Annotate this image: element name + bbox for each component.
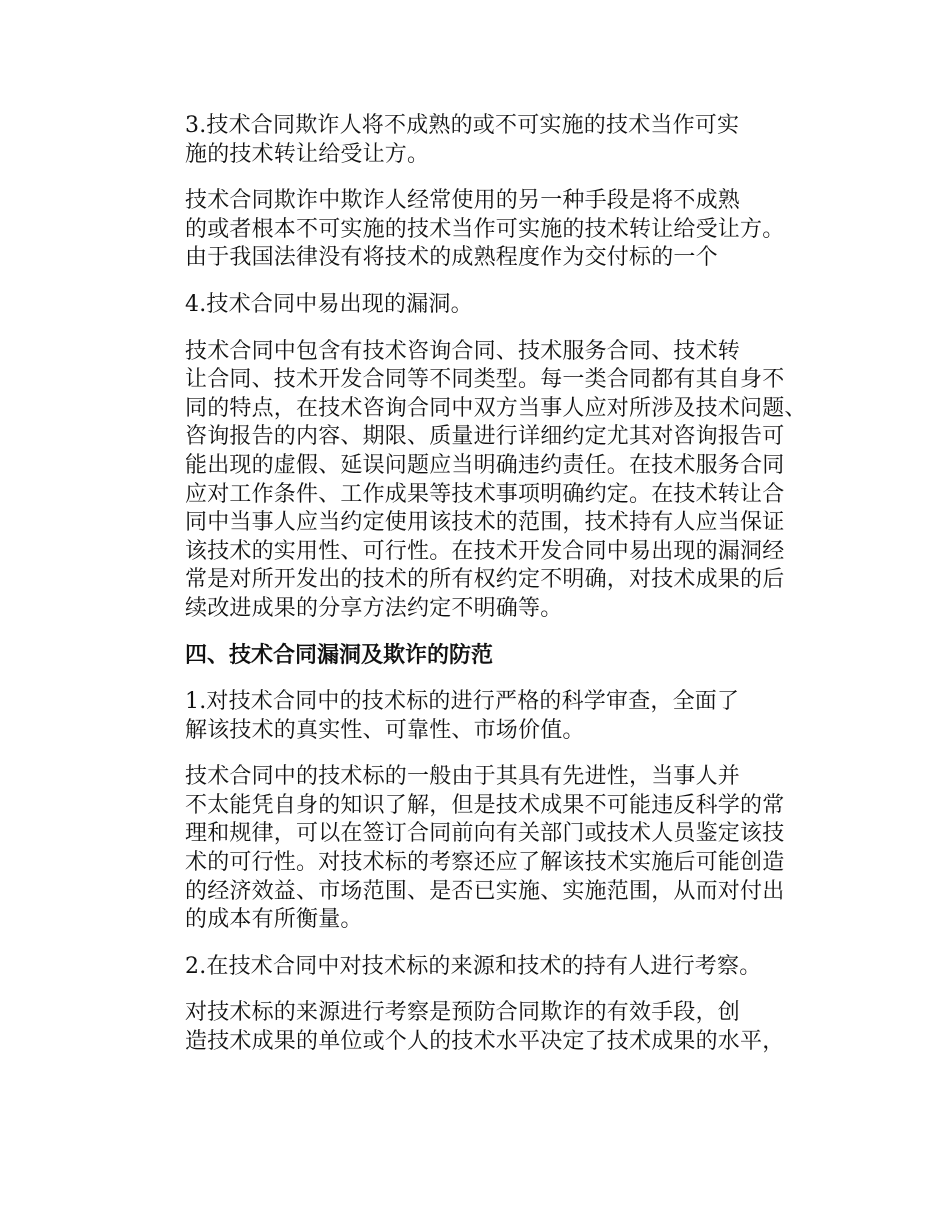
text-line: 对技术标的来源进行考察是预防合同欺诈的有效手段，创 (185, 1000, 741, 1026)
text-line: 2.在技术合同中对技术标的来源和技术的持有人进行考察。 (185, 953, 762, 979)
text-line: 术的可行性。对技术标的考察还应了解该技术实施后可能创造 (185, 850, 785, 876)
paragraph-item-2 (141, 953, 821, 982)
heading-text: 四、技术合同漏洞及欺诈的防范 (185, 642, 494, 668)
paragraph-immature-technology (141, 187, 821, 273)
paragraph-item-4 (141, 291, 821, 320)
text-line: 咨询报告的内容、期限、质量进行详细约定尤其对咨询报告可 (185, 424, 785, 450)
text-line: 理和规律，可以在签订合同前向有关部门或技术人员鉴定该技 (185, 821, 785, 847)
text-line: 造技术成果的单位或个人的技术水平决定了技术成果的水平， (185, 1029, 785, 1055)
paragraph-item-3 (141, 112, 821, 169)
text-line: 由于我国法律没有将技术的成熟程度作为交付标的一个 (185, 245, 718, 271)
text-line: 技术合同中的技术标的一般由于其具有先进性，当事人并 (185, 764, 741, 790)
text-line: 1.对技术合同中的技术标的进行严格的科学审查，全面了 (185, 689, 740, 715)
text-line: 技术合同欺诈中欺诈人经常使用的另一种手段是将不成熟 (185, 188, 741, 214)
text-line: 同的特点，在技术咨询合同中双方当事人应对所涉及技术问题、 (185, 395, 807, 421)
text-line: 应对工作条件、工作成果等技术事项明确约定。在技术转让合 (185, 481, 785, 507)
text-line: 3.技术合同欺诈人将不成熟的或不可实施的技术当作可实 (185, 113, 740, 138)
text-line: 解该技术的真实性、可靠性、市场价值。 (185, 717, 585, 743)
text-line: 让合同、技术开发合同等不同类型。每一类合同都有其自身不 (185, 367, 785, 393)
text-line: 该技术的实用性、可行性。在技术开发合同中易出现的漏洞经 (185, 538, 785, 564)
text-line: 4.技术合同中易出现的漏洞。 (185, 291, 473, 317)
text-line: 不太能凭自身的知识了解，但是技术成果不可能违反科学的常 (185, 792, 785, 818)
paragraph-contract-types (141, 338, 821, 624)
text-line: 能出现的虚假、延误问题应当明确违约责任。在技术服务合同 (185, 452, 785, 478)
text-line: 的经济效益、市场范围、是否已实施、实施范围，从而对付出 (185, 878, 785, 904)
document-page (141, 112, 821, 1075)
text-line: 的成本有所衡量。 (185, 907, 363, 933)
paragraph-technical-review (141, 763, 821, 935)
paragraph-source-review (141, 999, 821, 1056)
text-line: 施的技术转让给受让方。 (185, 141, 430, 167)
text-line: 技术合同中包含有技术咨询合同、技术服务合同、技术转 (185, 338, 741, 364)
text-line: 续改进成果的分享方法约定不明确等。 (185, 595, 563, 621)
text-line: 的或者根本不可实施的技术当作可实施的技术转让给受让方。 (185, 216, 785, 242)
text-line: 同中当事人应当约定使用该技术的范围，技术持有人应当保证 (185, 510, 785, 536)
paragraph-item-1 (141, 688, 821, 745)
section-heading (141, 642, 821, 671)
text-line: 常是对所开发出的技术的所有权约定不明确，对技术成果的后 (185, 567, 785, 593)
